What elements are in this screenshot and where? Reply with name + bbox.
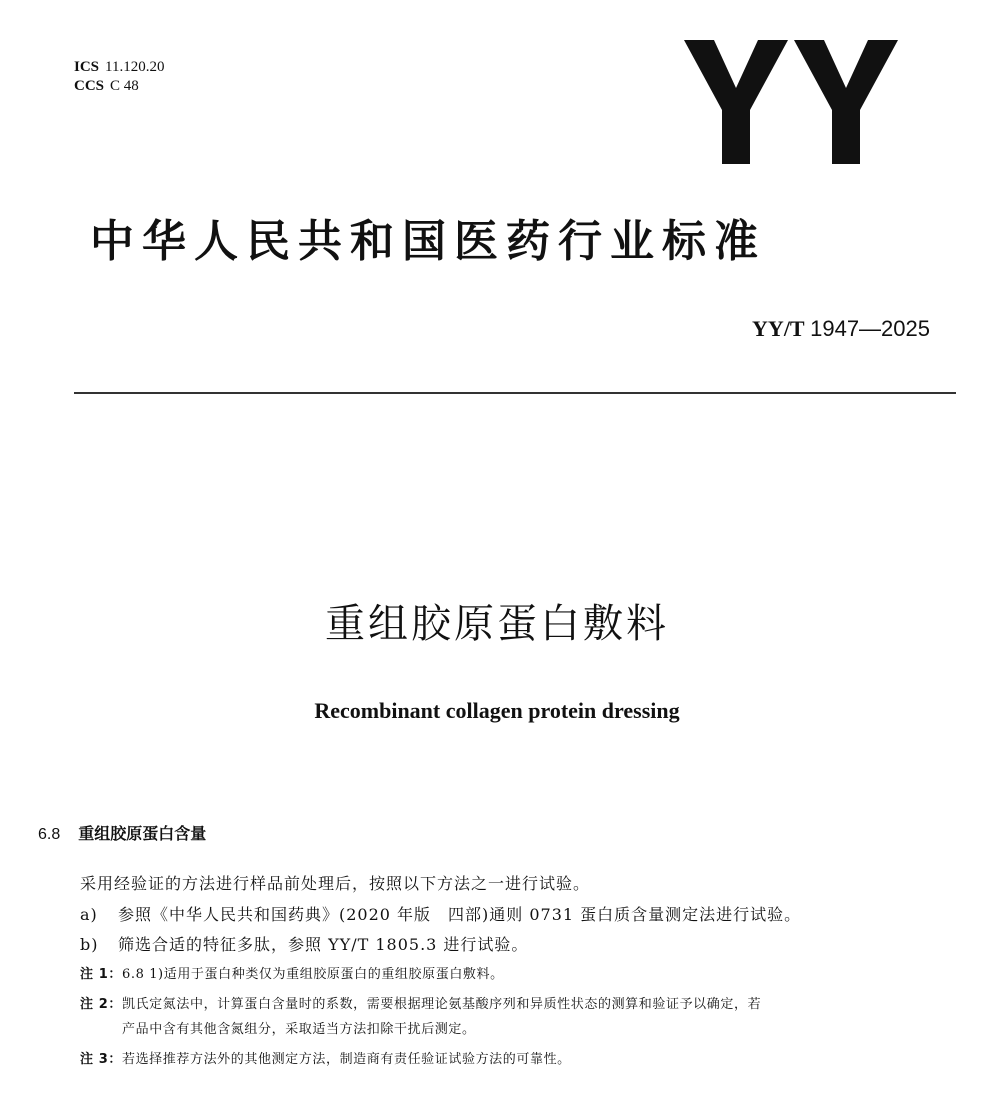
document-title-chinese: 重组胶原蛋白敷料 <box>325 601 669 647</box>
note-text: 6.8 1)适用于蛋白种类仅为重组胶原蛋白的重组胶原蛋白敷料。 <box>121 967 504 982</box>
list-item <box>80 903 801 927</box>
section-heading <box>38 822 206 847</box>
ics-label: ICS <box>74 59 100 75</box>
standard-number-prefix: YY/T <box>752 316 805 341</box>
ccs-label: CCS <box>74 78 105 94</box>
standard-number-year: 1947—2025 <box>810 316 930 341</box>
ics-value: 11.120.20 <box>105 59 165 75</box>
note-1 <box>80 964 504 986</box>
yy-logo <box>684 40 898 164</box>
ccs-code <box>74 77 164 96</box>
list-item-text: 筛选合适的特征多肽，参照 YY/T 1805.3 进行试验。 <box>118 935 529 954</box>
note-text: 若选择推荐方法外的其他测定方法，制造商有责任验证试验方法的可靠性。 <box>121 1052 571 1067</box>
ccs-value: C 48 <box>110 78 139 94</box>
list-item <box>80 933 528 957</box>
ics-code <box>74 58 164 77</box>
list-item-marker: a) <box>80 905 98 924</box>
section-title: 重组胶原蛋白含量 <box>78 824 207 843</box>
classification-codes <box>74 58 164 96</box>
list-item-marker: b) <box>80 935 99 954</box>
note-2 <box>80 994 761 1016</box>
header-divider <box>74 392 956 394</box>
note-label: 注 2： <box>80 997 122 1012</box>
note-label: 注 3： <box>80 1052 122 1067</box>
note-2-continuation: 产品中含有其他含氮组分，采取适当方法扣除干扰后测定。 <box>122 1022 476 1037</box>
note-label: 注 1： <box>80 967 122 982</box>
section-intro: 采用经验证的方法进行样品前处理后，按照以下方法之一进行试验。 <box>80 874 591 893</box>
standard-number <box>752 316 930 342</box>
section-number: 6.8 <box>38 826 61 843</box>
document-title-english: Recombinant collagen protein dressing <box>314 698 680 723</box>
note-3 <box>80 1049 571 1071</box>
note-text: 凯氏定氮法中，计算蛋白含量时的系数，需要根据理论氨基酸序列和异质性状态的测算和验证予以确定，若 <box>121 997 762 1012</box>
organization-title: 中华人民共和国医药行业标准 <box>90 216 766 267</box>
list-item-text: 参照《中华人民共和国药典》(2020 年版 四部)通则 0731 蛋白质含量测定法进行试验。 <box>118 905 802 924</box>
